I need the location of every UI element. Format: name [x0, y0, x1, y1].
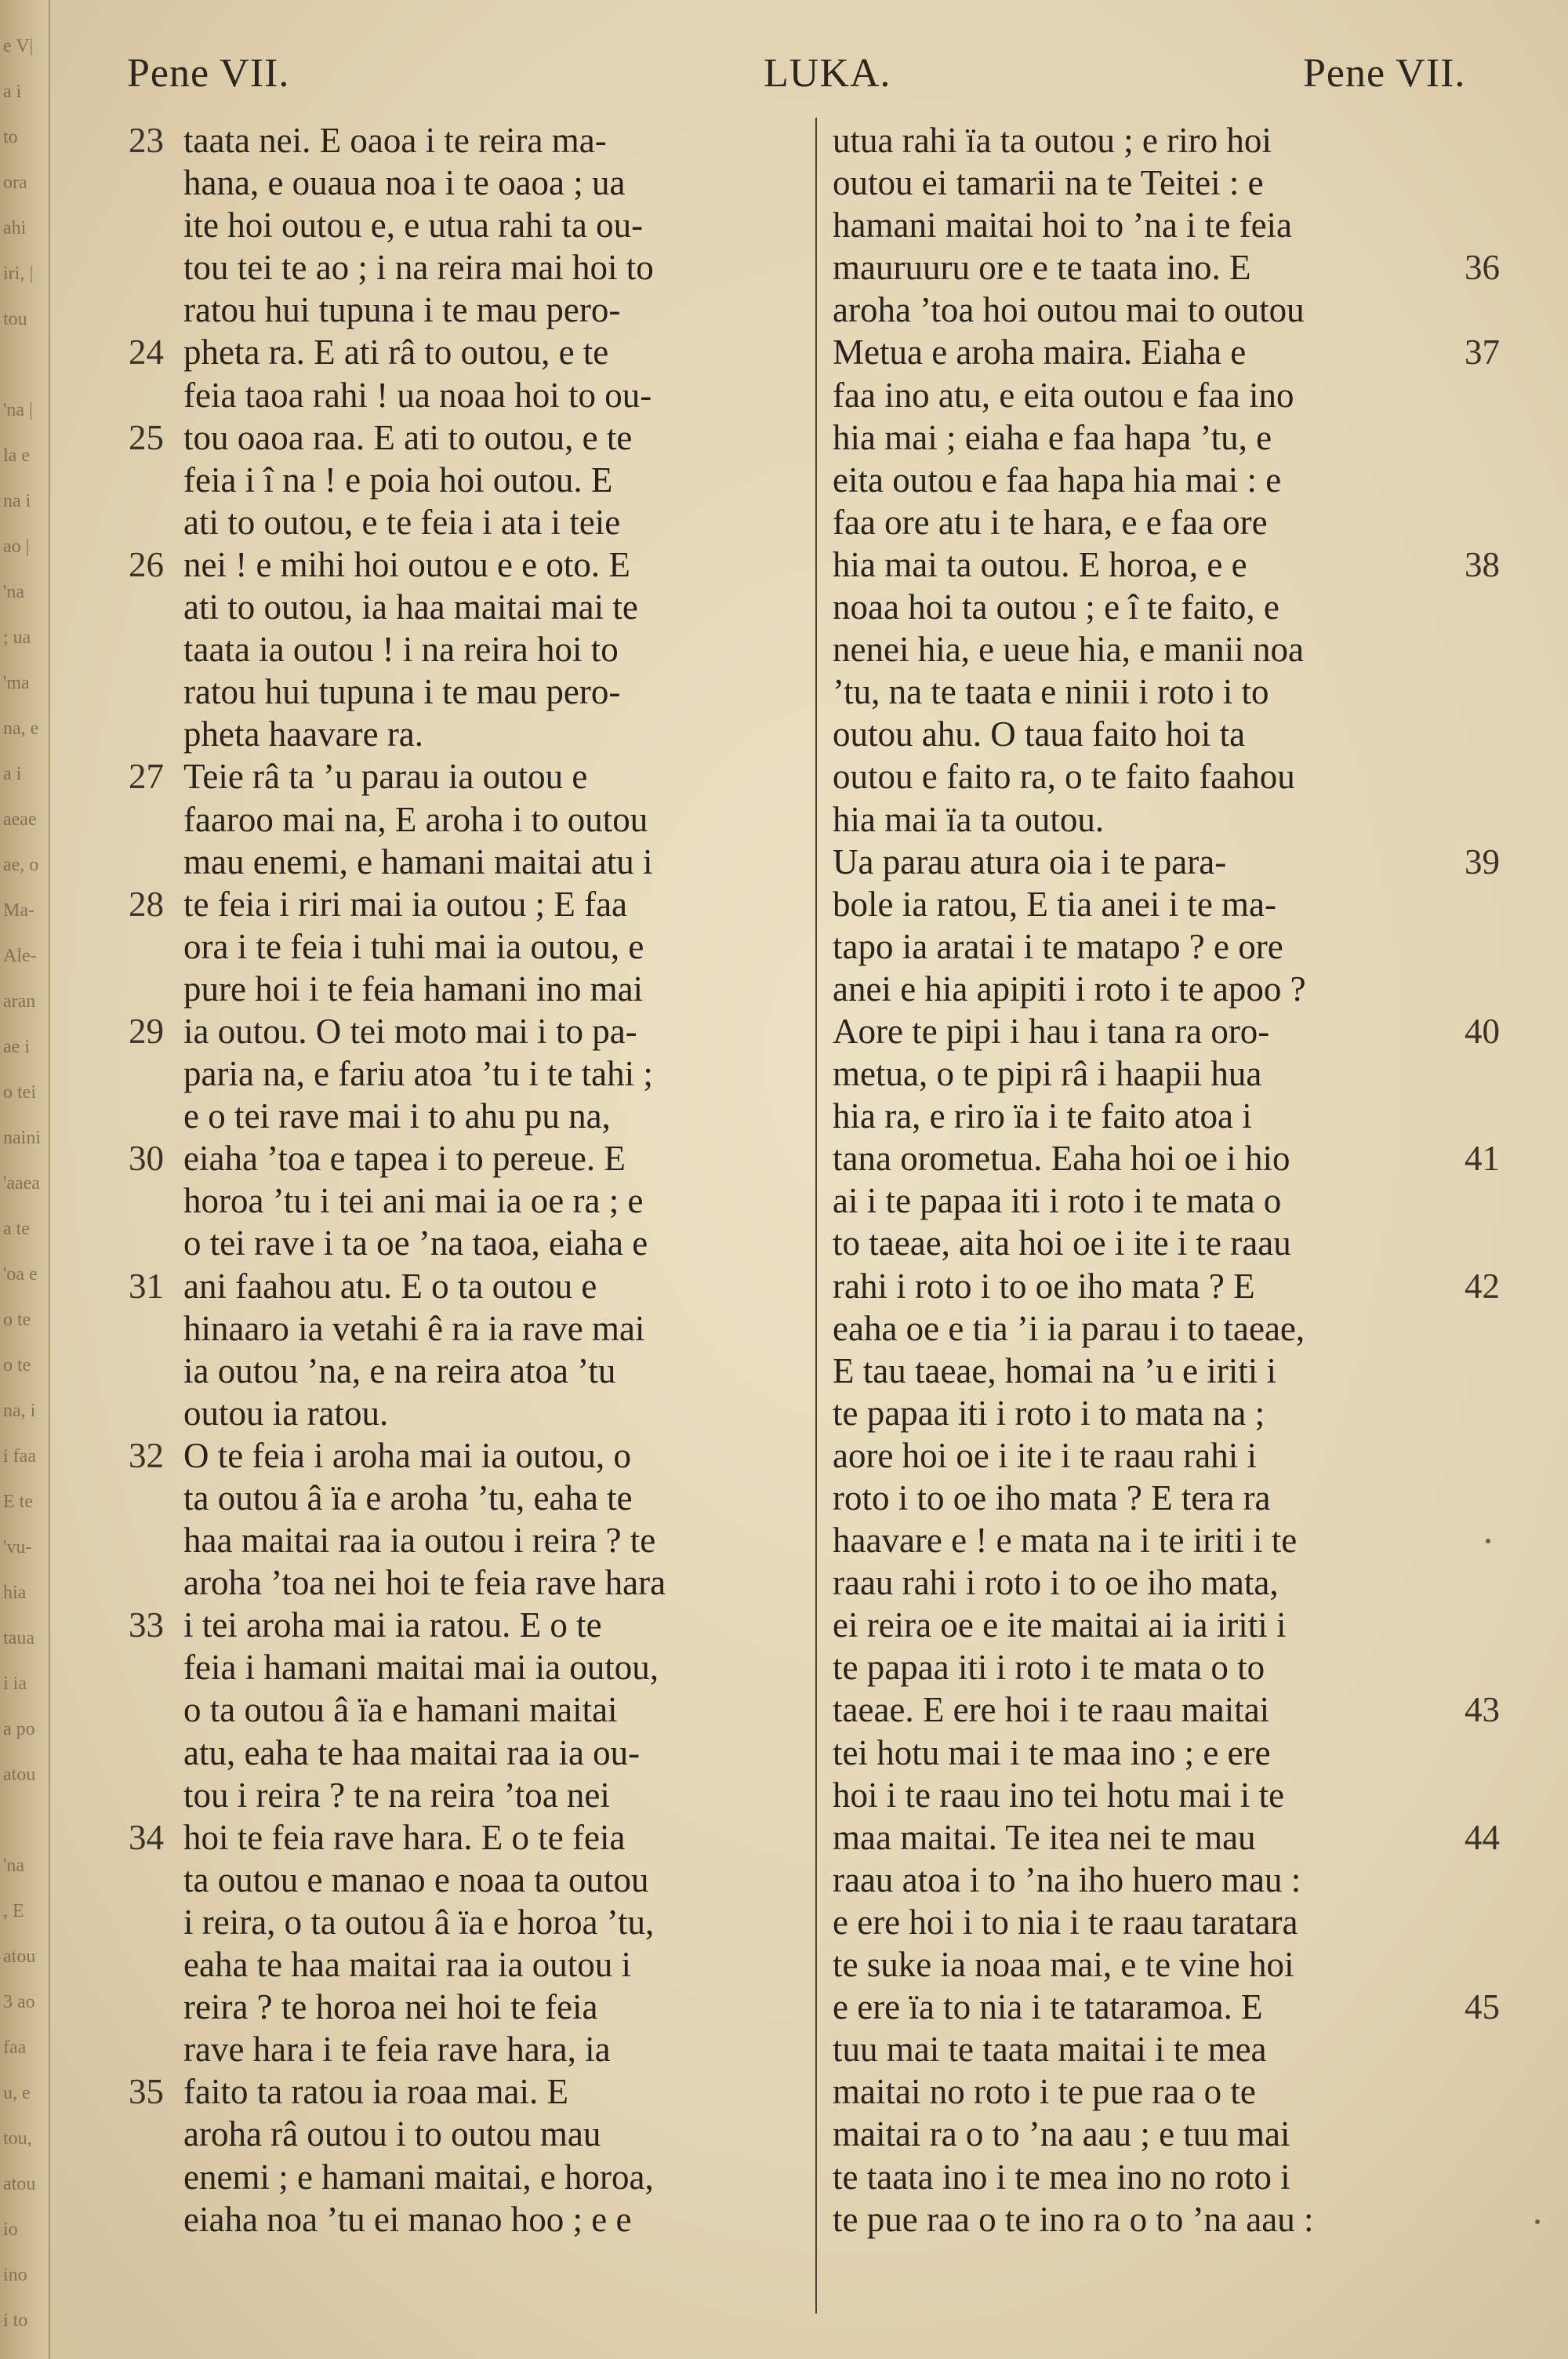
line-text: paria na, e fariu atoa ’tu i te tahi ;	[183, 1054, 653, 1094]
running-head-left: Pene VII.	[127, 51, 290, 96]
text-line	[183, 1307, 804, 1350]
text-line	[833, 1392, 1449, 1434]
verse-number: 45	[1465, 1987, 1500, 2027]
text-line	[129, 416, 804, 459]
text-line	[183, 2028, 804, 2070]
line-text: O te feia i aroha mai ia outou, o	[183, 1435, 632, 1475]
line-text: nei ! e mihi hoi outou e e oto. E	[183, 544, 630, 584]
text-line	[833, 331, 1500, 373]
text-line	[833, 713, 1449, 755]
line-text: te papaa iti i roto i te mata o to	[833, 1648, 1265, 1688]
line-text: tuu mai te taata maitai i te mea	[833, 2030, 1267, 2070]
line-text: ora i te feia i tuhi mai ia outou, e	[183, 926, 644, 966]
line-text: Aore te pipi i hau i tana ra oro-	[833, 1011, 1270, 1051]
text-line	[833, 1222, 1449, 1264]
text-line	[183, 925, 804, 968]
line-text: ta outou e manao e noaa ta outou	[183, 1859, 649, 1899]
line-text: mauruuru ore e te taata ino. E	[833, 248, 1251, 288]
verse-number: 31	[129, 1266, 164, 1306]
text-line	[183, 246, 804, 289]
text-line	[183, 1519, 804, 1561]
text-line	[183, 2156, 804, 2198]
line-text: raau atoa i to ’na iho huero mau :	[833, 1859, 1301, 1899]
text-line	[833, 1307, 1449, 1350]
text-line	[183, 1688, 804, 1731]
line-text: te taata ino i te mea ino no roto i	[833, 2157, 1290, 2197]
line-text: maitai no roto i te pue raa o te	[833, 2072, 1256, 2112]
text-line	[183, 1561, 804, 1604]
verse-number: 30	[129, 1139, 164, 1179]
text-line	[833, 1180, 1449, 1222]
line-text: hinaaro ia vetahi ê ra ia rave mai	[183, 1308, 645, 1348]
text-line	[833, 1816, 1500, 1859]
line-text: maa maitai. Te itea nei te mau	[833, 1817, 1256, 1857]
text-line	[183, 501, 804, 543]
text-line	[833, 119, 1449, 162]
line-text: tou oaoa raa. E ati to outou, e te	[183, 417, 633, 457]
line-text: Ua parau atura oia i te para-	[833, 841, 1227, 881]
adjacent-page-edge	[0, 0, 50, 2359]
text-line	[833, 1986, 1500, 2028]
verse-number: 33	[129, 1605, 164, 1645]
line-text: faa ore atu i te hara, e e faa ore	[833, 502, 1268, 542]
line-text: hia mai ; eiaha e faa hapa ’tu, e	[833, 417, 1272, 457]
text-line	[129, 1816, 804, 1859]
line-text: ei reira oe e ite maitai ai ia iriti i	[833, 1605, 1287, 1645]
line-text: noaa hoi ta outou ; e î te faito, e	[833, 587, 1279, 627]
text-line	[833, 501, 1449, 543]
line-text: pheta haavare ra.	[183, 714, 424, 754]
line-text: faa ino atu, e eita outou e faa ino	[833, 375, 1294, 415]
text-line	[183, 1774, 804, 1816]
text-line	[183, 2198, 804, 2241]
verse-number: 34	[129, 1817, 164, 1857]
column-divider	[815, 118, 817, 2314]
verse-number: 26	[129, 544, 164, 584]
line-text: horoa ’tu i tei ani mai ia oe ra ; e	[183, 1181, 644, 1221]
text-line	[833, 1265, 1500, 1307]
verse-number: 41	[1465, 1139, 1500, 1179]
line-text: haavare e ! e mata na i te iriti i te	[833, 1521, 1298, 1561]
line-text: te suke ia noaa mai, e te vine hoi	[833, 1945, 1294, 1985]
text-line	[129, 1265, 804, 1307]
line-text: ia outou. O tei moto mai i to pa-	[183, 1011, 637, 1051]
right-column	[833, 119, 1500, 2241]
text-line	[833, 2198, 1449, 2241]
text-line	[833, 883, 1449, 925]
line-text: hoi i te raau ino tei hotu mai i te	[833, 1775, 1285, 1815]
verse-number: 23	[129, 121, 164, 160]
line-text: tana orometua. Eaha hoi oe i hio	[833, 1139, 1290, 1179]
text-line	[129, 1010, 804, 1052]
line-text: anei e hia apipiti i roto i te apoo ?	[833, 969, 1306, 1009]
verse-number: 32	[129, 1435, 164, 1475]
text-line	[129, 119, 804, 162]
text-line	[833, 755, 1449, 798]
text-line	[183, 1986, 804, 2028]
text-line	[183, 1350, 804, 1392]
verse-number: 43	[1465, 1690, 1500, 1730]
text-line	[833, 2113, 1449, 2155]
line-text: hia mai ta outou. E horoa, e e	[833, 544, 1247, 584]
line-text: aroha ’toa nei hoi te feia rave hara	[183, 1563, 666, 1603]
text-line	[833, 1604, 1449, 1646]
verse-number: 40	[1465, 1011, 1500, 1051]
line-text: ati to outou, e te feia i ata i teie	[183, 502, 621, 542]
text-line	[833, 289, 1449, 331]
text-line	[129, 1604, 804, 1646]
text-line	[833, 1434, 1449, 1477]
line-text: bole ia ratou, E tia anei i te ma-	[833, 884, 1277, 924]
line-text: eiaha noa ’tu ei manao hoo ; e e	[183, 2199, 632, 2239]
text-line	[833, 204, 1449, 246]
line-text: o tei rave i ta oe ’na taoa, eiaha e	[183, 1223, 648, 1263]
text-line	[183, 713, 804, 755]
text-line	[183, 671, 804, 713]
text-line	[833, 798, 1449, 841]
line-text: eaha te haa maitai raa ia outou i	[183, 1945, 631, 1985]
verse-number: 44	[1465, 1817, 1500, 1857]
text-line	[833, 671, 1449, 713]
text-line	[183, 1732, 804, 1774]
line-text: Teie râ ta ’u parau ia outou e	[183, 757, 588, 797]
line-text: tou i reira ? te na reira ’toa nei	[183, 1775, 610, 1815]
line-text: ta outou â ïa e aroha ’tu, eaha te	[183, 1478, 633, 1518]
text-line	[833, 543, 1500, 586]
line-text: outou ahu. O taua faito hoi ta	[833, 714, 1246, 754]
line-text: tou tei te ao ; i na reira mai hoi to	[183, 248, 654, 288]
paper-speck	[1486, 1539, 1490, 1543]
line-text: hia mai ïa ta outou.	[833, 799, 1105, 839]
line-text: utua rahi ïa ta outou ; e riro hoi	[833, 121, 1272, 160]
line-text: aroha râ outou i to outou mau	[183, 2114, 601, 2154]
line-text: outou e faito ra, o te faito faahou	[833, 757, 1295, 797]
line-text: rave hara i te feia rave hara, ia	[183, 2030, 611, 2070]
line-text: ati to outou, ia haa maitai mai te	[183, 587, 638, 627]
text-line	[833, 1774, 1449, 1816]
text-line	[833, 1010, 1500, 1052]
text-line	[183, 162, 804, 204]
line-text: eita outou e faa hapa hia mai : e	[833, 460, 1282, 500]
text-line	[183, 1180, 804, 1222]
text-line	[833, 162, 1449, 204]
line-text: aroha ’toa hoi outou mai to outou	[833, 290, 1305, 330]
line-text: eiaha ’toa e tapea i to pereue. E	[183, 1139, 626, 1179]
line-text: Metua e aroha maira. Eiaha e	[833, 333, 1247, 373]
line-text: roto i to oe iho mata ? E tera ra	[833, 1478, 1271, 1518]
text-line	[183, 1392, 804, 1434]
line-text: rahi i roto i to oe iho mata ? E	[833, 1266, 1255, 1306]
line-text: metua, o te pipi râ i haapii hua	[833, 1054, 1262, 1094]
line-text: e ere ïa to nia i te tataramoa. E	[833, 1987, 1263, 2027]
verse-number: 39	[1465, 841, 1500, 881]
text-line	[833, 2028, 1449, 2070]
text-line	[183, 1222, 804, 1264]
text-line	[833, 2156, 1449, 2198]
text-line	[129, 755, 804, 798]
paper-speck	[1535, 2219, 1540, 2224]
text-line	[833, 968, 1449, 1010]
line-text: i tei aroha mai ia ratou. E o te	[183, 1605, 602, 1645]
line-text: ite hoi outou e, e utua rahi ta ou-	[183, 205, 644, 245]
line-text: pure hoi i te feia hamani ino mai	[183, 969, 644, 1009]
line-text: taata ia outou ! i na reira hoi to	[183, 630, 619, 670]
verse-number: 38	[1465, 544, 1500, 584]
line-text: hia ra, e riro ïa i te faito atoa i	[833, 1096, 1252, 1136]
line-text: haa maitai raa ia outou i reira ? te	[183, 1521, 656, 1561]
line-text: E tau taeae, homai na ’u e iriti i	[833, 1350, 1277, 1390]
line-text: o ta outou â ïa e hamani maitai	[183, 1690, 618, 1730]
line-text: ratou hui tupuna i te mau pero-	[183, 672, 621, 712]
text-line	[833, 2070, 1449, 2113]
line-text: feia i hamani maitai mai ia outou,	[183, 1648, 659, 1688]
text-line	[129, 2070, 804, 2113]
text-line	[833, 1052, 1449, 1095]
text-line	[183, 1052, 804, 1095]
verse-number: 25	[129, 417, 164, 457]
running-head-right: Pene VII.	[1303, 51, 1466, 96]
text-line	[183, 289, 804, 331]
verse-number: 29	[129, 1011, 164, 1051]
text-line	[833, 586, 1449, 628]
line-text: ani faahou atu. E o ta outou e	[183, 1266, 597, 1306]
text-line	[129, 331, 804, 373]
text-line	[833, 1732, 1449, 1774]
line-text: ratou hui tupuna i te mau pero-	[183, 290, 621, 330]
line-text: aore hoi oe i ite i te raau rahi i	[833, 1435, 1258, 1475]
text-line	[833, 459, 1449, 501]
line-text: maitai ra o to ’na aau ; e tuu mai	[833, 2114, 1290, 2154]
text-line	[183, 1859, 804, 1901]
text-line	[833, 1519, 1449, 1561]
verse-number: 28	[129, 884, 164, 924]
verse-number: 35	[129, 2072, 164, 2112]
line-text: tei hotu mai i te maa ino ; e ere	[833, 1732, 1271, 1772]
text-line	[833, 1350, 1449, 1392]
text-line	[183, 2113, 804, 2155]
line-text: enemi ; e hamani maitai, e horoa,	[183, 2157, 654, 2197]
text-line	[833, 1477, 1449, 1519]
text-line	[183, 1095, 804, 1137]
line-text: te pue raa o te ino ra o to ’na aau :	[833, 2199, 1314, 2239]
text-line	[833, 1561, 1449, 1604]
text-line	[129, 883, 804, 925]
text-line	[833, 1943, 1449, 1986]
line-text: hoi te feia rave hara. E o te feia	[183, 1817, 626, 1857]
line-text: eaha oe e tia ’i ia parau i to taeae,	[833, 1308, 1305, 1348]
line-text: ai i te papaa iti i roto i te mata o	[833, 1181, 1282, 1221]
text-line	[183, 968, 804, 1010]
verse-number: 27	[129, 757, 164, 797]
line-text: te papaa iti i roto i to mata na ;	[833, 1393, 1265, 1433]
verse-number: 36	[1465, 248, 1500, 288]
text-line	[183, 1943, 804, 1986]
text-line	[833, 416, 1449, 459]
line-text: tapo ia aratai i te matapo ? e ore	[833, 926, 1283, 966]
line-text: mau enemi, e hamani maitai atu i	[183, 841, 653, 881]
text-line	[833, 1646, 1449, 1688]
text-line	[183, 841, 804, 883]
text-line	[129, 543, 804, 586]
verse-number: 24	[129, 333, 164, 373]
line-text: ia outou ’na, e na reira atoa ’tu	[183, 1350, 616, 1390]
left-column	[129, 119, 804, 2241]
text-line	[833, 1859, 1449, 1901]
line-text: e o tei rave mai i to ahu pu na,	[183, 1096, 611, 1136]
line-text: faaroo mai na, E aroha i to outou	[183, 799, 648, 839]
line-text: outou ia ratou.	[183, 1393, 389, 1433]
text-line	[183, 374, 804, 416]
text-line	[833, 925, 1449, 968]
text-line	[129, 1434, 804, 1477]
running-head-title: LUKA.	[764, 51, 891, 96]
line-text: feia taoa rahi ! ua noaa hoi to ou-	[183, 375, 652, 415]
text-line	[183, 798, 804, 841]
line-text: taata nei. E oaoa i te reira ma-	[183, 121, 607, 160]
line-text: faito ta ratou ia roaa mai. E	[183, 2072, 569, 2112]
text-line	[833, 1901, 1449, 1943]
text-line	[833, 1137, 1500, 1180]
text-line	[833, 1688, 1500, 1731]
line-text: hana, e ouaua noa i te oaoa ; ua	[183, 163, 626, 203]
line-text: raau rahi i roto i to oe iho mata,	[833, 1563, 1279, 1603]
line-text: to taeae, aita hoi oe i ite i te raau	[833, 1223, 1291, 1263]
text-line	[833, 841, 1500, 883]
line-text: reira ? te horoa nei hoi te feia	[183, 1987, 598, 2027]
line-text: ’tu, na te taata e ninii i roto i to	[833, 672, 1269, 712]
line-text: atu, eaha te haa maitai raa ia ou-	[183, 1732, 641, 1772]
line-text: e ere hoi i to nia i te raau taratara	[833, 1902, 1298, 1942]
text-line	[183, 628, 804, 671]
text-line	[833, 246, 1500, 289]
verse-number: 42	[1465, 1266, 1500, 1306]
line-text: taeae. E ere hoi i te raau maitai	[833, 1690, 1270, 1730]
line-text: feia i î na ! e poia hoi outou. E	[183, 460, 613, 500]
text-line	[183, 1646, 804, 1688]
text-line	[833, 374, 1449, 416]
line-text: hamani maitai hoi to ’na i te feia	[833, 205, 1293, 245]
text-line	[833, 628, 1449, 671]
text-line	[183, 459, 804, 501]
verse-number: 37	[1465, 333, 1500, 373]
text-line	[183, 204, 804, 246]
line-text: nenei hia, e ueue hia, e manii noa	[833, 630, 1304, 670]
text-line	[183, 586, 804, 628]
text-line	[183, 1477, 804, 1519]
line-text: pheta ra. E ati râ to outou, e te	[183, 333, 609, 373]
line-text: i reira, o ta outou â ïa e horoa ’tu,	[183, 1902, 655, 1942]
adjacent-page-fragments: e V| a i to ora ahi iri, | tou 'na | la e na i ao | 'na ; ua 'ma na, e a i aeae ae, o Ma- Ale- aran ae i o tei naini 'aaea a te 'oa e o te o te na, i i faa E te 'vu- hia taua i ia a po atou 'na , E atou 3 ao faa u, e tou, atou io ino i to	[3, 36, 41, 2331]
line-text: outou ei tamarii na te Teitei : e	[833, 163, 1264, 203]
text-line	[129, 1137, 804, 1180]
text-line	[183, 1901, 804, 1943]
line-text: te feia i riri mai ia outou ; E faa	[183, 884, 628, 924]
text-line	[833, 1095, 1449, 1137]
